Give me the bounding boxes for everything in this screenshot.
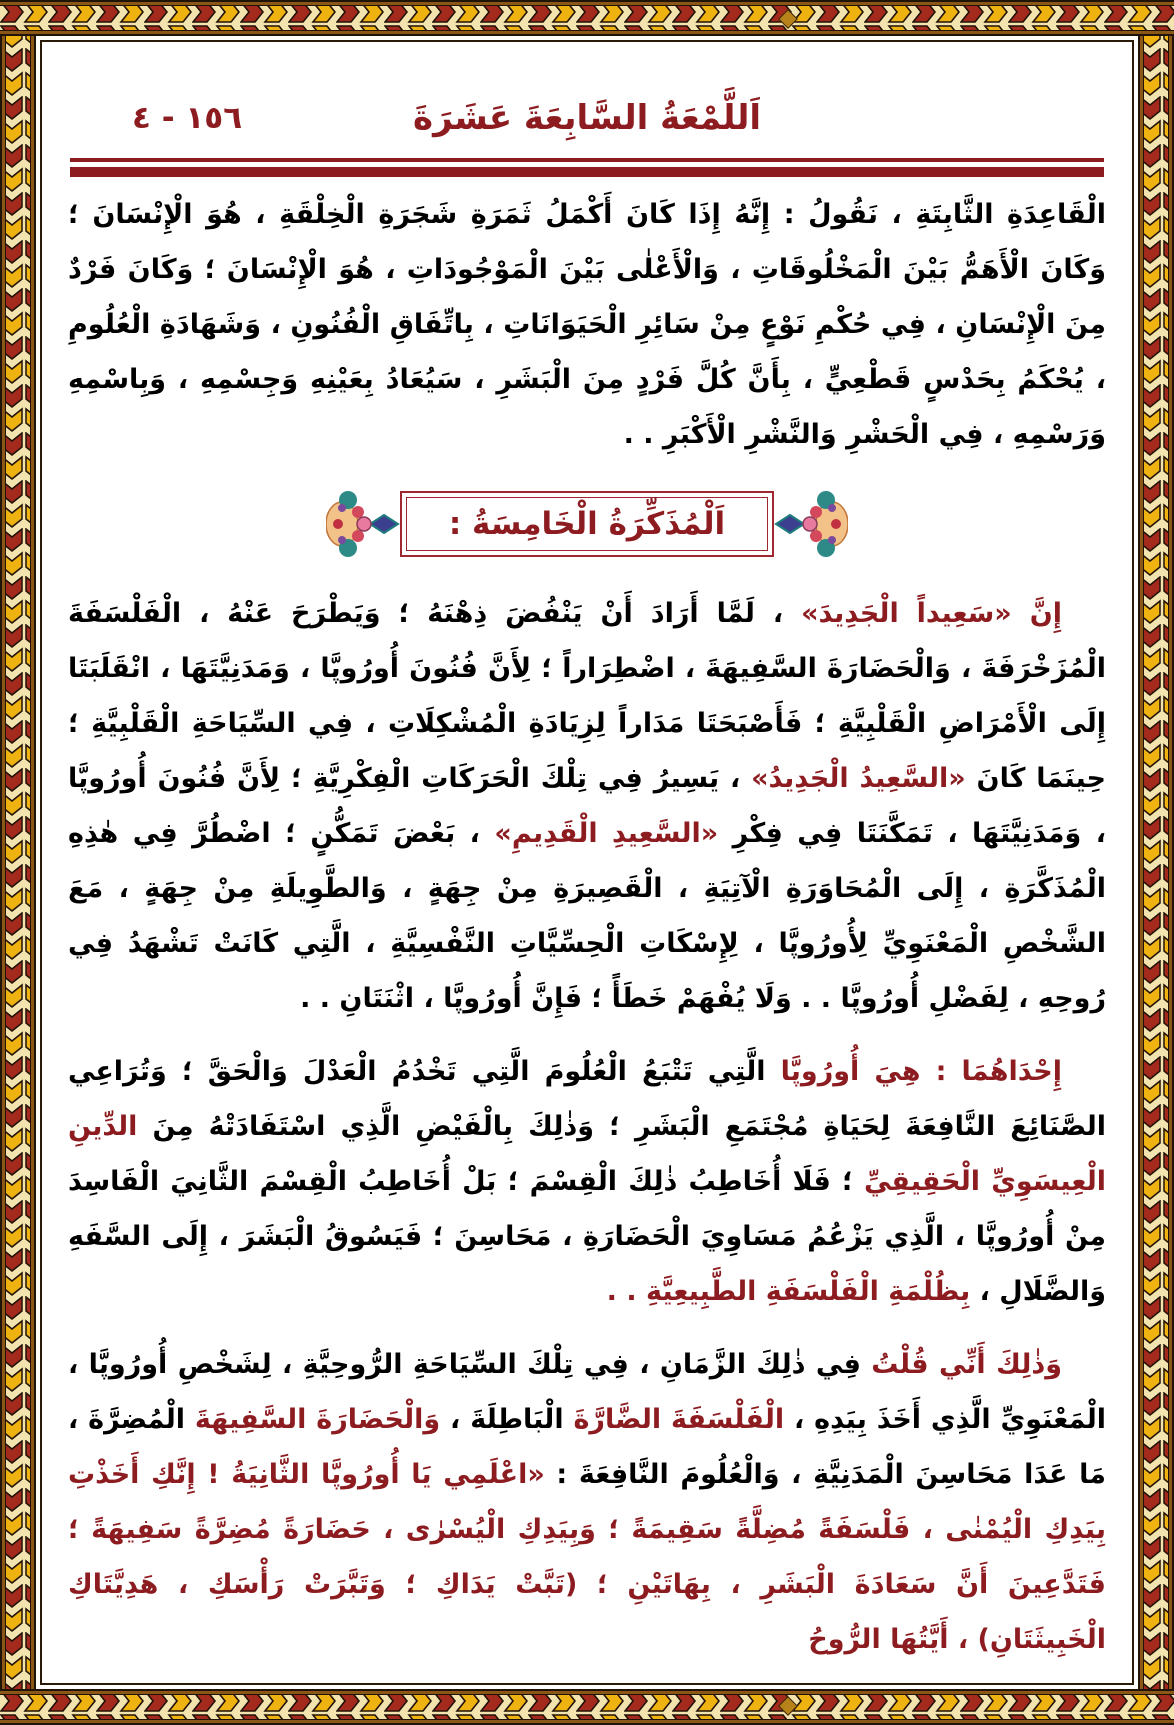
emphasis-red-text: «اعْلَمِي يَا أُورُوپَّا الثَّانِيَةُ ! إِنَّكِ أَخَذْتِ بِيَدِكِ الْيُمْنٰى ، فَلْسَفَةً مُضِلَّةً سَقِيمَةً ؛ وَبِيَدِكِ الْيُسْرٰى ، حَضَارَةً مُضِرَّةً سَفِيهَةً ؛ فَتَدَّعِينَ أَنَّ سَعَادَةَ الْبَشَرِ ، بِهَاتَيْنِ ؛ (تَبَّتْ يَدَاكِ ؛ وَتَبَّرَتْ رَأْسَكِ ، هَدِيَّتَاكِ الْخَبِيثَتَانِ) ، أَيَّتُهَا الرُّوحُ [68,1459,1106,1655]
section-cartouche [326,480,848,568]
emphasis-red-text: بِظُلْمَةِ الْفَلْسَفَةِ الطَّبِيعِيَّةِ . . [606,1276,971,1307]
page-header [68,92,1106,144]
body-text-segment: الْبَاطِلَةَ ، [440,1404,574,1435]
paragraph [68,187,1106,462]
decorative-border-right [1138,0,1174,1725]
page-number: ١٥٦ - ٤ [132,100,243,136]
decorative-border-left [0,0,36,1725]
emphasis-red-text: «السَّعِيدِ الْقَدِيمِ» [494,818,719,849]
body-text-segment: ؛ فَلَا أُخَاطِبُ ذٰلِكَ الْقِسْمَ ؛ بَلْ أُخَاطِبُ الْقِسْمَ الثَّانِيَ الْفَاسِدَ مِنْ أُورُوپَّا ، الَّذِي يَزْعُمُ مَسَاوِيَ الْحَضَارَةِ ، مَحَاسِنَ ؛ فَيَسُوقُ الْبَشَرَ ، إِلَى السَّفَهِ وَالضَّلَالِ ، [68,1166,1106,1307]
emphasis-red-text: وَذٰلِكَ أَنِّي قُلْتُ [871,1349,1062,1380]
body-text [68,187,1106,1667]
header-rule-thin [70,158,1104,162]
paragraph [68,1044,1106,1319]
page-content [42,42,1132,1683]
emphasis-red-text: وَالْحَضَارَةَ السَّفِيهَةَ [194,1404,441,1435]
emphasis-red-text: إِحْدَاهُمَا : هِيَ أُورُوپَّا [780,1056,1063,1087]
body-text-segment: الْمُضِرَّةَ ، مَا عَدَا مَحَاسِنَ الْمَدَنِيَّةِ ، وَالْعُلُومَ النَّافِعَةَ : [68,1404,1106,1490]
floral-ornament-right-icon [774,480,848,568]
body-text-segment: الْقَاعِدَةِ الثَّابِتَةِ ، نَقُولُ : إِنَّهُ إِذَا كَانَ أَكْمَلُ ثَمَرَةِ شَجَرَةِ الْخِلْقَةِ ، هُوَ الْإِنْسَانَ ؛ وَكَانَ الْأَهَمُّ بَيْنَ الْمَخْلُوقَاتِ ، وَالْأَعْلٰى بَيْنَ الْمَوْجُودَاتِ ، هُوَ الْإِنْسَانَ ؛ وَكَانَ فَرْدٌ مِنَ الْإِنْسَانِ ، فِي حُكْمِ نَوْعٍ مِنْ سَائِرِ الْحَيَوَانَاتِ ، بِاتِّفَاقِ الْفُنُونِ ، وَشَهَادَةِ الْعُلُومِ ، يُحْكَمُ بِحَدْسٍ قَطْعِيٍّ ، بِأَنَّ كُلَّ فَرْدٍ مِنَ الْبَشَرِ ، سَيُعَادُ بِعَيْنِهِ وَجِسْمِهِ ، وَبِاسْمِهِ وَرَسْمِهِ ، فِي الْحَشْرِ وَالنَّشْرِ الْأَكْبَرِ . . [68,199,1106,450]
page-title: اَللَّمْعَةُ السَّابِعَةَ عَشَرَةَ [413,98,761,138]
body-text-segment: ، بَعْضَ تَمَكُّنٍ ؛ اضْطُرَّ فِي هٰذِهِ الْمُذَكَّرَةِ ، إِلَى الْمُحَاوَرَةِ الْآتِيَةِ ، الْقَصِيرَةِ مِنْ جِهَةٍ ، وَالطَّوِيلَةِ مِنْ جِهَةٍ ، مَعَ الشَّخْصِ الْمَعْنَوِيِّ لِأُورُوپَّا ، لِإِسْكَاتِ الْحِسِّيَّاتِ النَّفْسِيَّةِ ، الَّتِي كَانَتْ تَشْهَدُ فِي رُوحِهِ ، لِفَضْلِ أُورُوپَّا . . وَلَا يُفْهَمْ خَطَأً ؛ فَإِنَّ أُورُوپَّا ، اثْنَتَانِ . . [68,818,1106,1014]
body-text-segment: الَّتِي تَتْبَعُ الْعُلُومَ الَّتِي تَخْدُمُ الْعَدْلَ وَالْحَقَّ ؛ وَتُرَاعِي الصَّنَائِعَ النَّافِعَةَ لِحَيَاةِ مُجْتَمَعِ الْبَشَرِ ؛ وَذٰلِكَ بِالْفَيْضِ الَّذِي اسْتَفَادَتْهُ مِنَ [68,1056,1106,1142]
floral-ornament-left-icon [326,480,400,568]
body-text-segment: ، لَمَّا أَرَادَ أَنْ يَنْفُضَ ذِهْنَهُ ؛ وَيَطْرَحَ عَنْهُ ، الْفَلْسَفَةَ الْمُزَخْرَفَةَ ، وَالْحَضَارَةَ السَّفِيهَةَ ، اضْطِرَاراً ؛ لِأَنَّ فُنُونَ أُورُوپَّا ، وَمَدَنِيَّتَهَا ، انْقَلَبَتَا إِلَى الْأَمْرَاضِ الْقَلْبِيَّةِ ؛ فَأَصْبَحَتَا مَدَاراً لِزِيَادَةِ الْمُشْكِلَاتِ ، فِي السِّيَاحَةِ الْقَلْبِيَّةِ ؛ حِينَمَا كَانَ [68,598,1106,794]
body-text-segment: فِي ذٰلِكَ الزَّمَانِ ، فِي تِلْكَ السِّيَاحَةِ الرُّوحِيَّةِ ، لِشَخْصِ أُورُوپَّا ، الْمَعْنَوِيِّ الَّذِي أَخَذَ بِيَدِهِ ، [68,1349,1106,1435]
decorative-border-top [0,0,1174,36]
emphasis-red-text: إِنَّ «سَعِيداً الْجَدِيدَ» [801,598,1062,629]
emphasis-red-text: الدِّينِ الْعِيسَوِيِّ الْحَقِيقِيِّ [68,1111,1106,1197]
decorative-border-bottom [0,1689,1174,1725]
emphasis-red-text: «السَّعِيدُ الْجَدِيدُ» [751,763,966,794]
body-text-segment: ، يَسِيرُ فِي تِلْكَ الْحَرَكَاتِ الْفِكْرِيَّةِ ؛ لِأَنَّ فُنُونَ أُورُوپَّا ، وَمَدَنِيَّتَهَا ، تَمَكَّنَتَا فِي فِكْرِ [68,763,1107,849]
emphasis-red-text: الْفَلْسَفَةَ الضَّارَّةَ [573,1404,785,1435]
paragraph [68,586,1106,1026]
paragraph [68,1337,1106,1667]
cartouche-label: اَلْمُذَكِّرَةُ الْخَامِسَةُ : [406,497,768,551]
cartouche-box [400,491,774,557]
header-rule-thick [70,167,1104,177]
header-rule [70,158,1104,177]
